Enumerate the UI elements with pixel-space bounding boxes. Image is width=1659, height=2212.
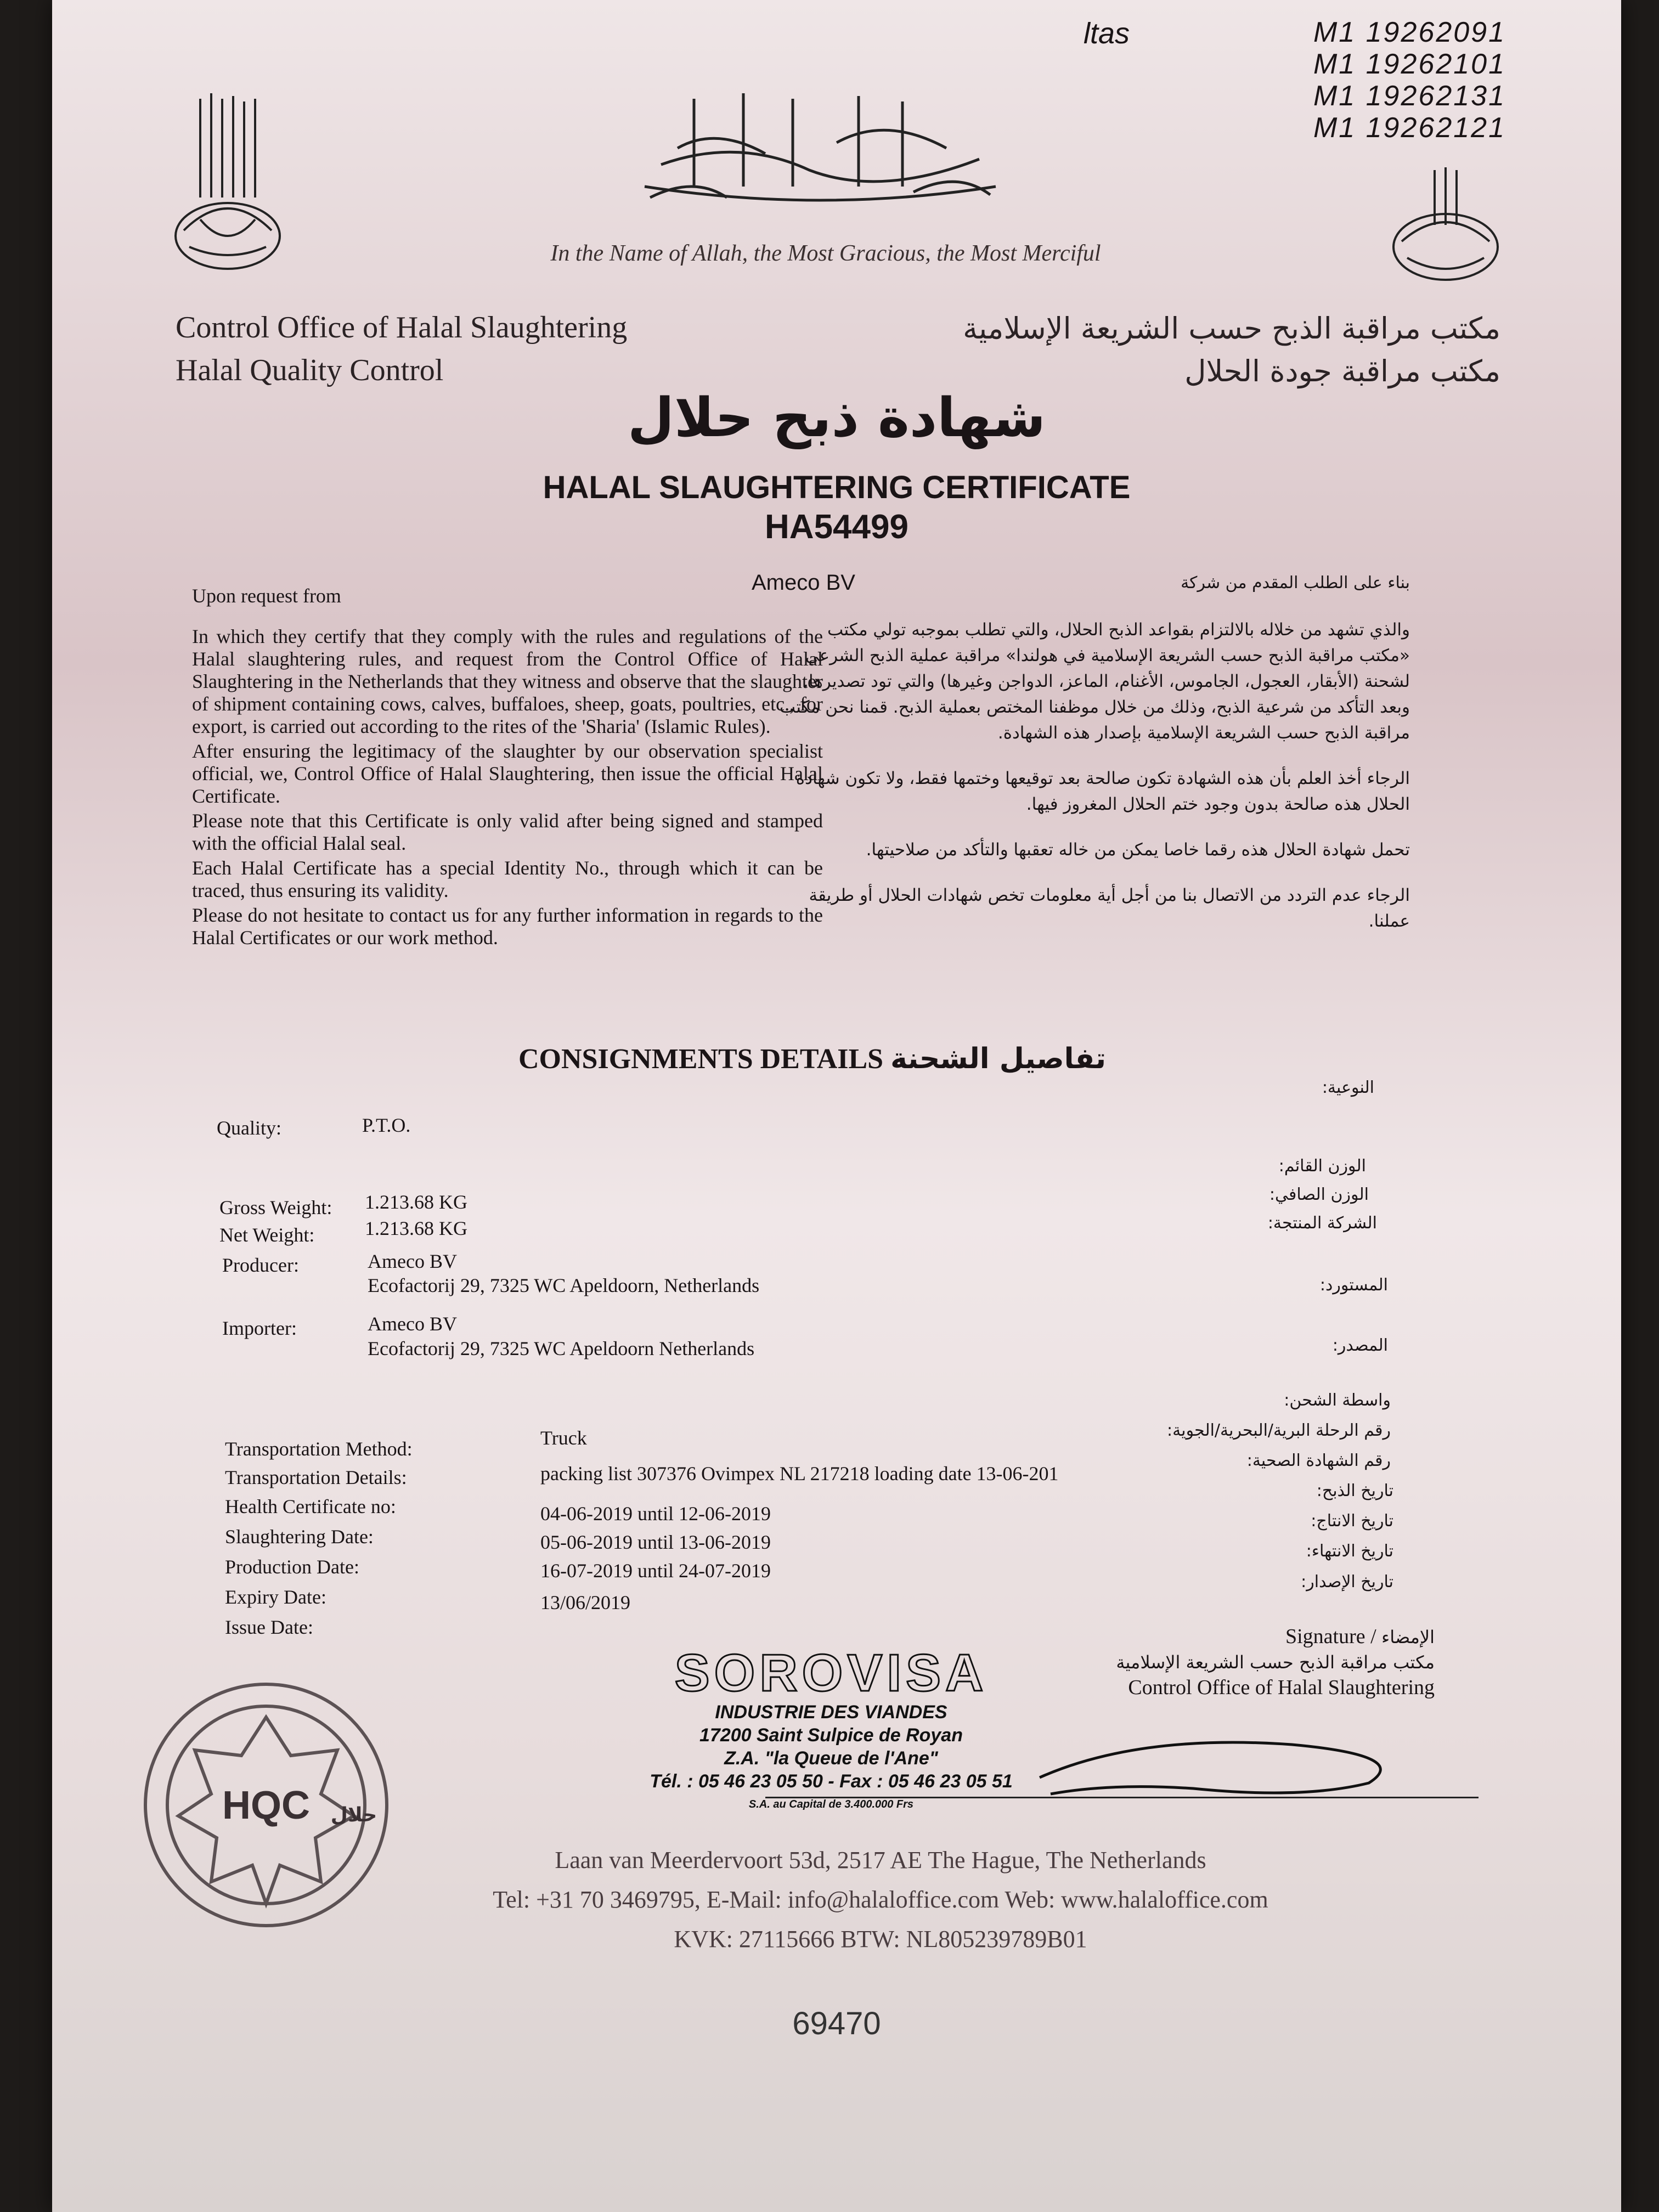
signature-scribble-icon bbox=[1029, 1723, 1424, 1799]
body-paragraph-en: In which they certify that they comply with the rules and regulations of the Halal slaughtering rules, and request from the Control Office of Halal Slaughtering in the Netherlands that they witness and observe that the slaughter of shipment containing cows, calves, buffaloes, sheep, goats, poultries, etc., for export, is carried out according to the rites of the 'Sharia' (Islamic Rules). bbox=[192, 625, 823, 737]
signature-block bbox=[1116, 1624, 1435, 1700]
importer-label: Importer: bbox=[222, 1317, 297, 1339]
office-title-en: Control Office of Halal Slaughtering bbox=[176, 311, 628, 345]
health-certificate-label: Health Certificate no: bbox=[225, 1496, 396, 1517]
transport-method-label: Transportation Method: bbox=[225, 1438, 413, 1460]
footer-contact bbox=[359, 1841, 1402, 1959]
body-paragraph-ar: الرجاء عدم التردد من الاتصال بنا من أجل أية معلومات تخص شهادات الحلال أو طريقة عملنا. bbox=[809, 885, 1410, 931]
basmala-translation: In the Name of Allah, the Most Gracious, the Most Merciful bbox=[550, 241, 1101, 266]
certificate-number: HA54499 bbox=[765, 508, 909, 546]
expiry-date-label-ar: تاريخ الانتهاء: bbox=[1306, 1542, 1393, 1561]
signature-label bbox=[1116, 1624, 1435, 1650]
request-label-ar: بناء على الطلب المقدم من شركة bbox=[1181, 573, 1410, 592]
importer-address: Ecofactorij 29, 7325 WC Apeldoorn Netherlands bbox=[368, 1338, 755, 1359]
producer-address: Ecofactorij 29, 7325 WC Apeldoorn, Netherlands bbox=[368, 1274, 760, 1296]
consignment-title-ar: تفاصيل الشحنة bbox=[890, 1042, 1107, 1075]
body-paragraph-en: Each Halal Certificate has a special Identity No., through which it can be traced, thus ensuring its validity. bbox=[192, 857, 823, 901]
body-paragraph-en: After ensuring the legitimacy of the slaughter by our observation specialist official, we, Control Office of Halal Slaughtering, then issue the official Halal Certificate. bbox=[192, 740, 823, 807]
signature-office-en: Control Office of Halal Slaughtering bbox=[1128, 1676, 1435, 1699]
slaughtering-date-label: Slaughtering Date: bbox=[225, 1526, 374, 1548]
seal-ar-text: حلال bbox=[330, 1804, 377, 1826]
gross-weight-label: Gross Weight: bbox=[219, 1197, 332, 1218]
office-name-ar bbox=[963, 307, 1500, 393]
seal-hqc-text: HQC bbox=[222, 1784, 310, 1827]
consignment-section-title bbox=[518, 1042, 1106, 1075]
exporter-label-ar: المصدر: bbox=[1332, 1336, 1388, 1355]
issue-date-label: Issue Date: bbox=[225, 1616, 313, 1638]
producer-label-ar: الشركة المنتجة: bbox=[1267, 1214, 1377, 1233]
stamp-line: INDUSTRIE DES VIANDES bbox=[715, 1702, 947, 1723]
transport-method-label-ar: واسطة الشحن: bbox=[1284, 1391, 1391, 1410]
gross-weight-label-ar: الوزن القائم: bbox=[1278, 1156, 1366, 1176]
body-paragraph-ar: تحمل شهادة الحلال هذه رقما خاصا يمكن من خاله تعقبها والتأكد من صلاحيتها. bbox=[866, 840, 1410, 860]
production-date-label: Production Date: bbox=[225, 1556, 359, 1578]
hqc-seal-icon bbox=[134, 1673, 398, 1937]
transport-details-label-ar: رقم الرحلة البرية/البحرية/الجوية: bbox=[1167, 1421, 1391, 1440]
handwritten-ref: M1 19262121 bbox=[1313, 112, 1506, 144]
certificate-title-ar: شهادة ذبح حلال bbox=[627, 387, 1046, 449]
basmala-calligraphy-icon bbox=[628, 82, 1012, 214]
body-text-en bbox=[192, 625, 823, 951]
certificate-paper bbox=[52, 0, 1621, 2212]
handwritten-ref: M1 19262101 bbox=[1313, 48, 1506, 80]
expiry-date-value: 16-07-2019 until 24-07-2019 bbox=[540, 1560, 771, 1582]
signature-label-en: Signature / bbox=[1285, 1625, 1376, 1648]
slaughtering-date-value: 04-06-2019 until 12-06-2019 bbox=[540, 1503, 771, 1525]
transport-details-label: Transportation Details: bbox=[225, 1466, 407, 1488]
calligraphy-emblem-right-icon bbox=[1385, 165, 1506, 285]
quality-value: P.T.O. bbox=[362, 1114, 411, 1136]
net-weight-label-ar: الوزن الصافي: bbox=[1269, 1185, 1369, 1204]
document-serial-number: 69470 bbox=[792, 2006, 881, 2041]
quality-label: Quality: bbox=[217, 1117, 281, 1139]
production-date-value: 05-06-2019 until 13-06-2019 bbox=[540, 1531, 771, 1553]
transport-method-value: Truck bbox=[540, 1427, 587, 1449]
issue-date-label-ar: تاريخ الإصدار: bbox=[1301, 1572, 1393, 1592]
stamp-line: 17200 Saint Sulpice de Royan bbox=[699, 1725, 963, 1746]
footer-registry: KVK: 27115666 BTW: NL805239789B01 bbox=[674, 1926, 1087, 1953]
stamp-line: S.A. au Capital de 3.400.000 Frs bbox=[748, 1798, 914, 1810]
gross-weight-value: 1.213.68 KG bbox=[365, 1191, 467, 1213]
expiry-date-label: Expiry Date: bbox=[225, 1586, 326, 1608]
office-subtitle-ar: مكتب مراقبة جودة الحلال bbox=[1184, 354, 1500, 388]
body-text-ar bbox=[779, 617, 1410, 954]
importer-value: Ameco BV bbox=[368, 1313, 457, 1335]
handwritten-ref: M1 19262131 bbox=[1313, 80, 1506, 112]
slaughtering-date-label-ar: تاريخ الذبح: bbox=[1316, 1481, 1393, 1500]
net-weight-value: 1.213.68 KG bbox=[365, 1217, 467, 1239]
signature-line bbox=[765, 1797, 1479, 1798]
calligraphy-emblem-left-icon bbox=[167, 88, 288, 274]
quality-label-ar: النوعية: bbox=[1322, 1078, 1374, 1097]
producer-label: Producer: bbox=[222, 1254, 299, 1276]
body-paragraph-en: Please note that this Certificate is only valid after being signed and stamped with the official Halal seal. bbox=[192, 810, 823, 854]
office-name-en bbox=[176, 306, 627, 392]
transport-details-value: packing list 307376 Ovimpex NL 217218 loading date 13-06-201 bbox=[540, 1463, 1059, 1485]
production-date-label-ar: تاريخ الانتاج: bbox=[1311, 1511, 1393, 1531]
stamp-brand: SOROVISA bbox=[674, 1644, 988, 1702]
body-paragraph-ar: الرجاء أخذ العلم بأن هذه الشهادة تكون صالحة بعد توقيعها وختمها فقط، ولا تكون شهادة الحلال هذه صالحة بدون وجود ختم الحلال المغروز فيها. bbox=[795, 769, 1410, 814]
requesting-company: Ameco BV bbox=[752, 571, 855, 595]
footer-contact-line: Tel: +31 70 3469795, E-Mail: info@halaloffice.com Web: www.halaloffice.com bbox=[493, 1886, 1268, 1913]
producer-value: Ameco BV bbox=[368, 1250, 457, 1272]
consignment-title-en: CONSIGNMENTS DETAILS bbox=[518, 1043, 884, 1075]
stamp-line: Tél. : 05 46 23 05 50 - Fax : 05 46 23 05 51 bbox=[650, 1771, 1013, 1792]
net-weight-label: Net Weight: bbox=[219, 1224, 315, 1246]
signature-office-ar: مكتب مراقبة الذبح حسب الشريعة الإسلامية bbox=[1116, 1652, 1435, 1673]
issue-date-value: 13/06/2019 bbox=[540, 1592, 631, 1613]
company-stamp bbox=[612, 1646, 1051, 1816]
handwritten-references bbox=[1313, 16, 1506, 144]
footer-address: Laan van Meerdervoort 53d, 2517 AE The Hague, The Netherlands bbox=[555, 1847, 1206, 1874]
body-paragraph-ar: والذي تشهد من خلاله بالالتزام بقواعد الذبح الحلال، والتي تطلب بموجبه تولي مكتب «مكتب مراقبة الذبح حسب الشريعة الإسلامية في هولندا» مراقبة عملية الذبح الشرعي لشحنة (الأبقار، العجول، الجاموس، الأغنام، الماعز، الدواجن وغيرها) والتي تود تصديرها. وبعد التأكد من شرعية الذبح، وذلك من خلال موظفنا المختص بعملية الذبح. قمنا نحن مكتب مراقبة الذبح حسب الشريعة الإسلامية بإصدار هذه الشهادة. bbox=[779, 620, 1410, 743]
handwritten-ref: M1 19262091 bbox=[1313, 16, 1506, 48]
stamp-line: Z.A. "la Queue de l'Ane" bbox=[724, 1748, 938, 1769]
body-paragraph-en: Please do not hesitate to contact us for any further information in regards to the Halal Certificates or our work method. bbox=[192, 904, 823, 949]
signature-label-ar: الإمضاء bbox=[1381, 1627, 1435, 1647]
office-subtitle-en: Halal Quality Control bbox=[176, 353, 444, 387]
handwritten-code: ltas bbox=[1084, 17, 1130, 50]
office-title-ar: مكتب مراقبة الذبح حسب الشريعة الإسلامية bbox=[963, 311, 1500, 346]
certificate-title-en: HALAL SLAUGHTERING CERTIFICATE bbox=[543, 470, 1131, 505]
request-label-en: Upon request from bbox=[192, 585, 341, 607]
health-certificate-label-ar: رقم الشهادة الصحية: bbox=[1246, 1451, 1391, 1470]
importer-label-ar: المستورد: bbox=[1319, 1276, 1388, 1295]
